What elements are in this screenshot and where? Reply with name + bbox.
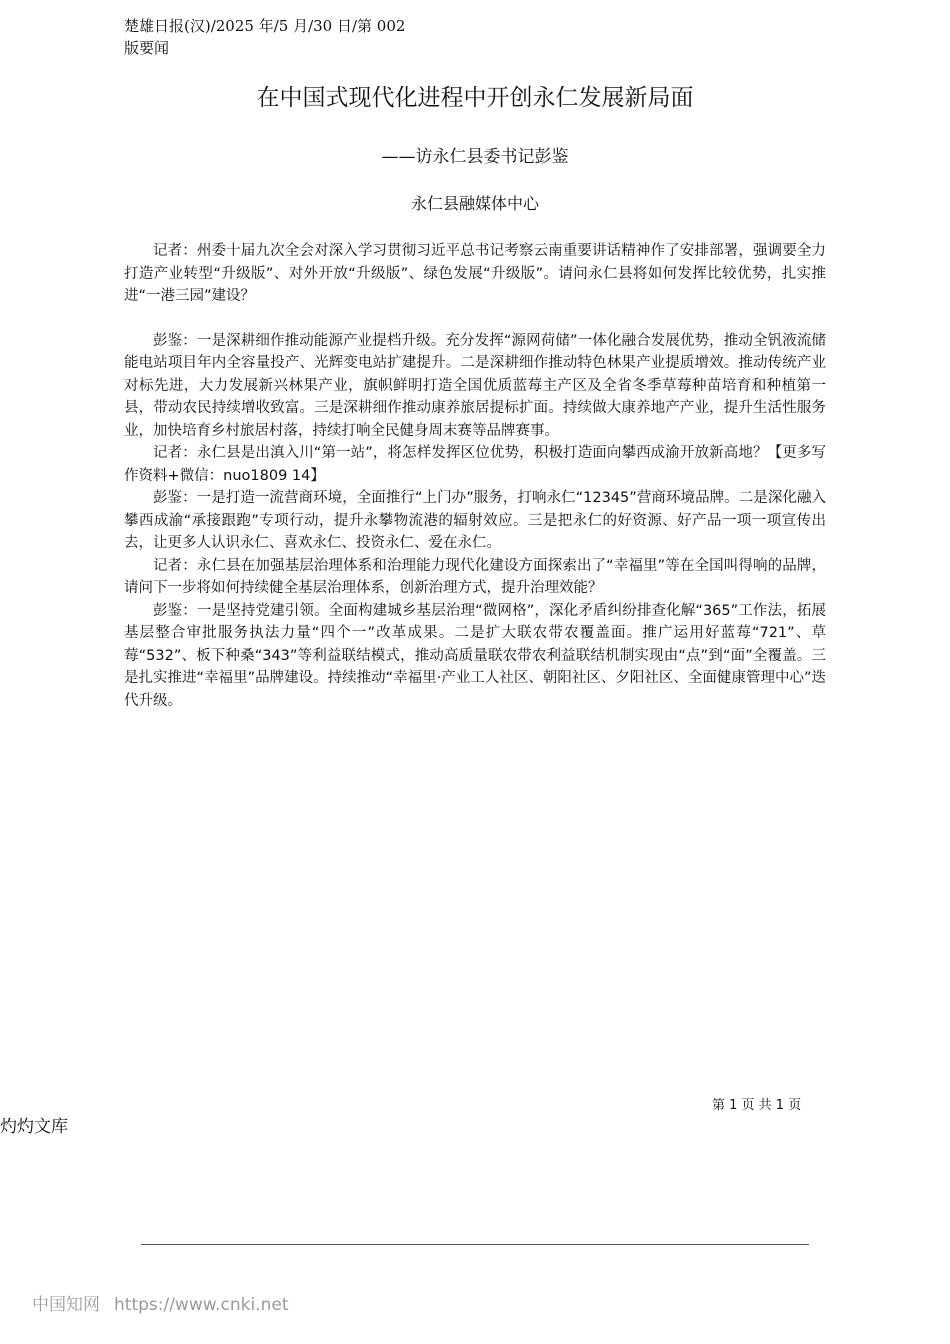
article-body	[124, 240, 826, 712]
footer-divider	[141, 1244, 809, 1245]
paragraph-question-3: 记者：永仁县在加强基层治理体系和治理能力现代化建设方面探索出了“幸福里”等在全国叫得响的品牌，请问下一步将如何持续健全基层治理体系，创新治理方式，提升治理效能？	[124, 557, 826, 596]
paragraph-answer-3: 彭鉴：一是坚持党建引领。全面构建城乡基层治理“微网格”，深化矛盾纠纷排查化解“365”工作法，拓展基层整合审批服务执法力量“四个一”改革成果。二是扩大联农带农覆盖面。推广运用好蓝莓“721”、草莓“532”、板下种桑“343”等利益联结模式，推动高质量联农带农利益联结机制实现由“点”到“面”全覆盖。三是扎实推进“幸福里”品牌建设。持续推动“幸福里·产业工人社区、朝阳社区、夕阳社区、全面健康管理中心”迭代升级。	[124, 602, 826, 709]
watermark-text: 灼灼文库	[0, 1117, 68, 1137]
footer-brand: 中国知网	[32, 1295, 100, 1315]
article-subtitle: ——访永仁县委书记彭鉴	[381, 147, 569, 167]
footer-url-link[interactable]: https://www.cnki.net	[114, 1295, 289, 1315]
newspaper-source: 楚雄日报(汉)/2025 年/5 月/30 日/第 002	[124, 17, 406, 35]
footer	[32, 1294, 288, 1316]
paragraph-question-1: 记者：州委十届九次全会对深入学习贯彻习近平总书记考察云南重要讲话精神作了安排部署，强调要全力打造产业转型“升级版”、对外开放“升级版”、绿色发展“升级版”。请问永仁县将如何发挥比较优势，扎实推进“一港三园”建设？	[124, 243, 826, 304]
newspaper-section: 版要闻	[124, 39, 170, 57]
paragraph-answer-2: 彭鉴：一是打造一流营商环境，全面推行“上门办”服务，打响永仁“12345”营商环境品牌。二是深化融入攀西成渝“承接跟跑”专项行动，提升永攀物流港的辐射效应。三是把永仁的好资源、好产品一项一项宣传出去，让更多人认识永仁、喜欢永仁、投资永仁、爱在永仁。	[124, 490, 826, 551]
article-title: 在中国式现代化进程中开创永仁发展新局面	[256, 85, 694, 111]
page-number: 第 1 页 共 1 页	[712, 1098, 802, 1113]
paragraph-answer-1: 彭鉴：一是深耕细作推动能源产业提档升级。充分发挥“源网荷储”一体化融合发展优势，推动全钒液流储能电站项目年内全容量投产、光辉变电站扩建提升。二是深耕细作推动特色林果产业提质增效。推动传统产业对标先进，大力发展新兴林果产业，旗帜鲜明打造全国优质蓝莓主产区及全省冬季草莓种苗培育和种植第一县，带动农民持续增收致富。三是深耕细作推动康养旅居提标扩面。持续做大康养地产产业，提升生活性服务业，加快培育乡村旅居村落，持续打响全民健身周末赛等品牌赛事。	[124, 332, 826, 439]
article-author: 永仁县融媒体中心	[410, 194, 539, 213]
paragraph-question-2: 记者：永仁县是出滇入川“第一站”，将怎样发挥区位优势，积极打造面向攀西成渝开放新高地？【更多写作资料+微信：nuo1809 14】	[124, 445, 826, 484]
